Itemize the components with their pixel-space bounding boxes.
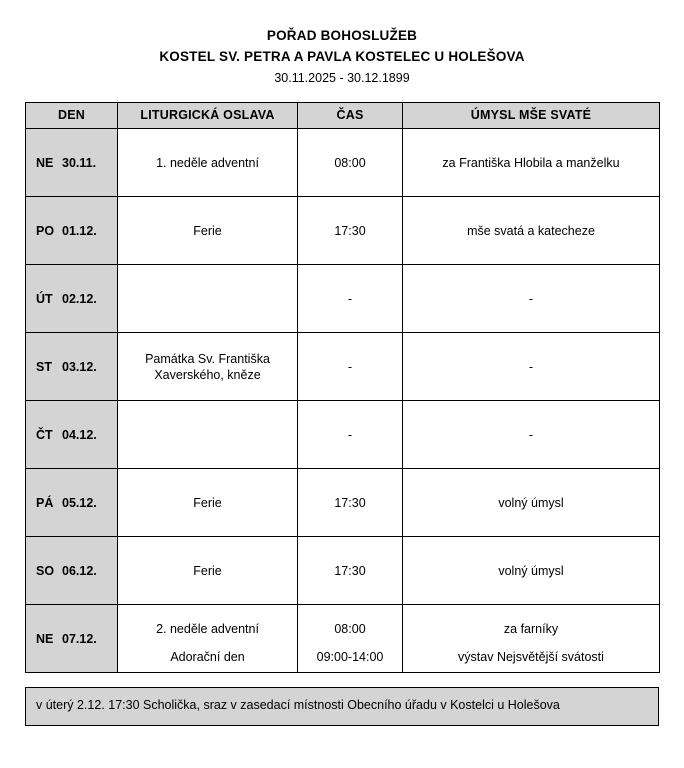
cell-intention: za Františka Hlobila a manželku	[403, 129, 660, 197]
day-name: ČT	[36, 427, 53, 442]
cell-time	[298, 605, 403, 673]
day-date: 30.11.	[62, 155, 97, 170]
day-date: 07.12.	[62, 631, 97, 646]
day-name: ÚT	[36, 291, 53, 306]
schedule-table-wrap	[25, 102, 659, 673]
cell-time: -	[298, 333, 403, 401]
cell-day	[26, 197, 118, 265]
cell-time: -	[298, 265, 403, 333]
cell-liturgy: Ferie	[118, 537, 298, 605]
day-name: NE	[36, 631, 54, 646]
cell-liturgy: Ferie	[118, 197, 298, 265]
cell-day	[26, 605, 118, 673]
table-row	[26, 605, 660, 673]
cell-liturgy: Památka Sv. Františka Xaverského, kněze	[118, 333, 298, 401]
cell-time: 17:30	[298, 197, 403, 265]
day-date: 03.12.	[62, 359, 97, 374]
column-header-intention: ÚMYSL MŠE SVATÉ	[403, 103, 660, 129]
cell-liturgy: 1. neděle adventní	[118, 129, 298, 197]
day-date: 04.12.	[62, 427, 97, 442]
cell-time: 08:00	[298, 129, 403, 197]
cell-day	[26, 469, 118, 537]
cell-intention	[403, 605, 660, 673]
cell-liturgy-primary: 2. neděle adventní	[156, 621, 259, 636]
day-name: PÁ	[36, 495, 54, 510]
cell-intention: volný úmysl	[403, 537, 660, 605]
table-row	[26, 401, 660, 469]
table-row	[26, 197, 660, 265]
document-header	[0, 0, 684, 89]
cell-intention: volný úmysl	[403, 469, 660, 537]
day-name: PO	[36, 223, 55, 238]
table-header-row	[26, 103, 660, 129]
title-line-2: KOSTEL SV. PETRA A PAVLA KOSTELEC U HOLEŠOVA	[159, 49, 525, 64]
date-range: 30.11.2025 - 30.12.1899	[274, 71, 410, 85]
footer-note: v úterý 2.12. 17:30 Scholička, sraz v zasedací místnosti Obecního úřadu v Kostelci u Holešova	[25, 687, 659, 726]
table-row	[26, 333, 660, 401]
day-date: 01.12.	[62, 223, 97, 238]
title-line-1: POŘAD BOHOSLUŽEB	[266, 28, 418, 43]
cell-liturgy	[118, 265, 298, 333]
cell-time: 17:30	[298, 537, 403, 605]
cell-liturgy	[118, 401, 298, 469]
column-header-time: ČAS	[298, 103, 403, 129]
day-date: 05.12.	[62, 495, 97, 510]
cell-intention-secondary: výstav Nejsvětější svátosti	[458, 649, 604, 664]
cell-day	[26, 129, 118, 197]
cell-liturgy-secondary: Adorační den	[170, 649, 245, 664]
cell-intention-primary: za farníky	[503, 621, 559, 636]
cell-time: 17:30	[298, 469, 403, 537]
cell-day	[26, 333, 118, 401]
cell-intention: -	[403, 401, 660, 469]
day-date: 02.12.	[62, 291, 97, 306]
cell-intention: -	[403, 333, 660, 401]
day-name: NE	[36, 155, 54, 170]
table-row	[26, 265, 660, 333]
day-name: SO	[36, 563, 55, 578]
cell-intention: -	[403, 265, 660, 333]
table-row	[26, 469, 660, 537]
cell-intention: mše svatá a katecheze	[403, 197, 660, 265]
cell-liturgy	[118, 605, 298, 673]
cell-time: -	[298, 401, 403, 469]
day-date: 06.12.	[62, 563, 97, 578]
table-row	[26, 537, 660, 605]
cell-time-secondary: 09:00-14:00	[316, 649, 384, 664]
schedule-table	[25, 102, 660, 673]
column-header-liturgy: LITURGICKÁ OSLAVA	[118, 103, 298, 129]
cell-liturgy: Ferie	[118, 469, 298, 537]
day-name: ST	[36, 359, 52, 374]
cell-time-primary: 08:00	[334, 621, 366, 636]
cell-day	[26, 537, 118, 605]
cell-day	[26, 265, 118, 333]
table-row	[26, 129, 660, 197]
cell-day	[26, 401, 118, 469]
column-header-day: DEN	[26, 103, 118, 129]
